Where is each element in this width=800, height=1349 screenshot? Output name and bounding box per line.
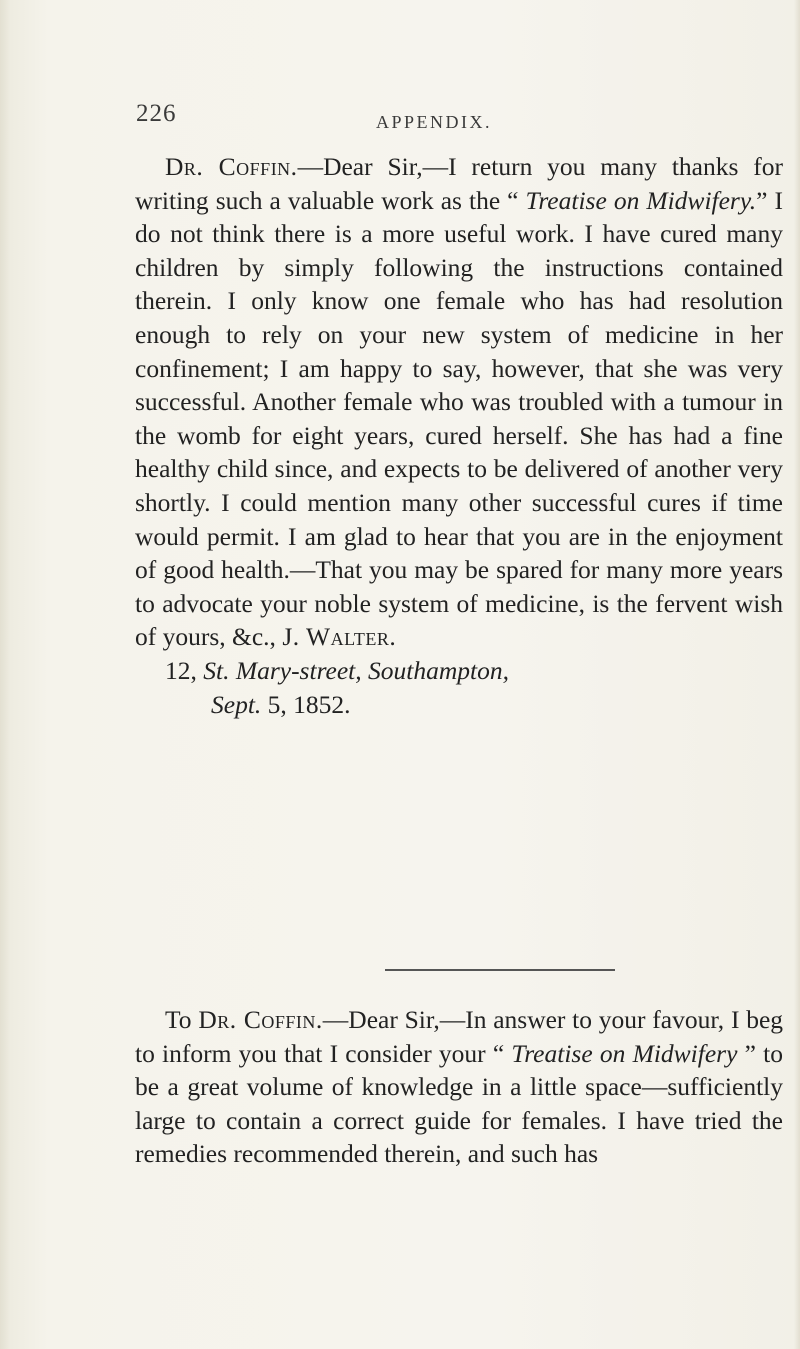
date-month: Sept. [211,689,262,719]
address-line [135,654,783,688]
signature: J. Walter. [282,622,397,652]
salutation-name: Dr. Coffin. [198,1005,323,1034]
letter-walter [135,150,783,721]
letter-to-coffin [135,1003,783,1171]
date-day-year: 5, 1852. [261,689,351,719]
section-divider [385,969,615,971]
date-line [135,688,783,722]
letter-body [135,150,783,654]
page-gutter-shadow [0,0,10,1349]
book-title: Treatise on Midwifery. [525,185,757,215]
salutation-prefix: To [165,1005,199,1034]
page-edge-shadow [794,0,800,1349]
running-head: APPENDIX. [376,112,493,132]
page-number: 226 [136,100,177,127]
letter-text-part-1: —Dear Sir,—In answer to your favour, I beg to inform you that I consider your “ [135,1005,784,1068]
letter-text-part-2: ” I do not think there is a more useful work. I have cured many children by simply following the instructions contained therein. I only know one female who has had resolution enough to rely on your new system of medicine in her confinement; I am happy to say, however, that she was very successful. Another female who was troubled with a tumour in the womb for eight years, cured herself. She has had a fine healthy child since, and expects to be delivered of another very shortly. I could mention many other successful cures if time would permit. I am glad to hear that you are in the enjoyment of good health.—That you may be spared for many more years to advocate your noble system of medicine, is the fervent wish of yours, &c., [135,185,784,652]
salutation-name: Dr. Coffin. [165,152,298,181]
book-title: Treatise on Midwifery [511,1038,738,1068]
letter-text-part-2: ” to be a great volume of knowledge in a little space—sufficiently large to contain a correct guide for females. I have tried the remedies recommended therein, and such has [135,1038,783,1169]
address-number: 12, [165,655,204,685]
address-street: St. Mary-street, Southampton, [203,655,509,685]
letter-body [135,1003,783,1171]
letter-text-part-1: —Dear Sir,—I return you many thanks for writing such a valuable work as the “ [135,152,783,215]
